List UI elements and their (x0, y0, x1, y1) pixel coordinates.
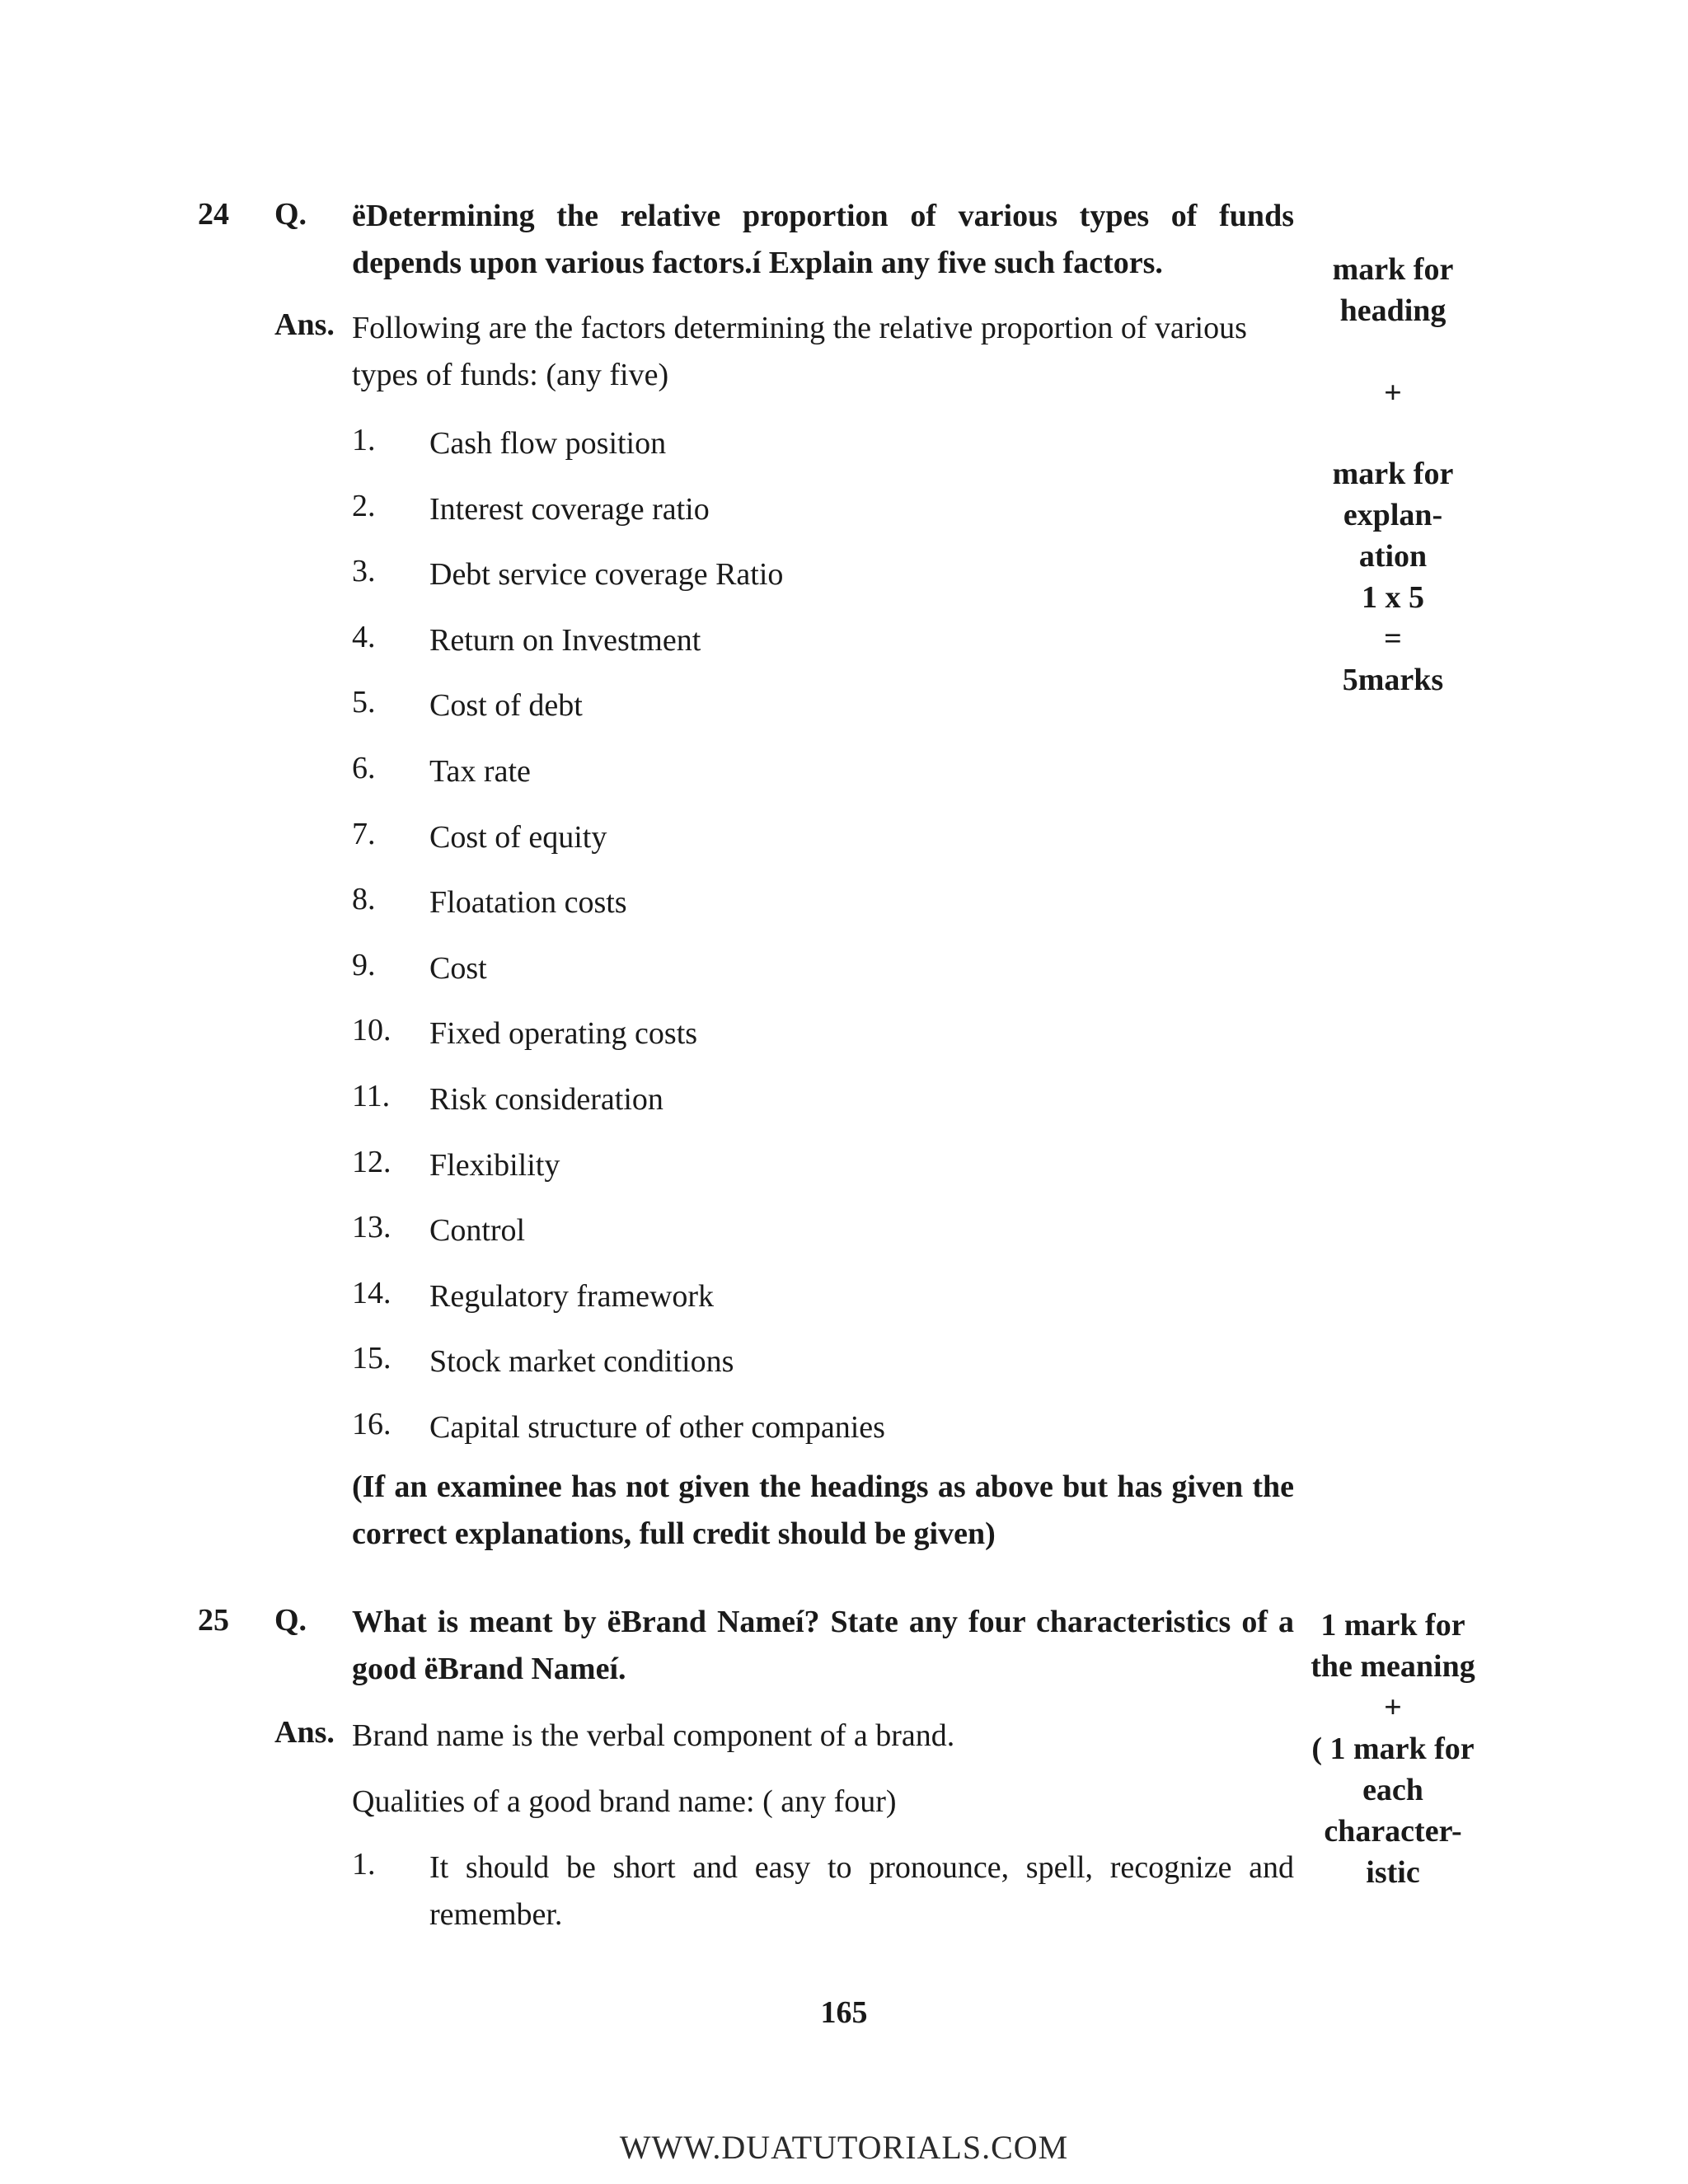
q24-ans-label: Ans. (274, 307, 335, 342)
factor-text: Debt service coverage Ratio (429, 557, 784, 592)
q25-answer-line2: Qualities of a good brand name: ( any four) (352, 1784, 897, 1819)
factor-number: 8. (352, 882, 376, 916)
factor-text: Cost (429, 951, 487, 986)
factor-text: Return on Investment (429, 623, 701, 658)
factor-number: 13. (352, 1210, 392, 1244)
marks-line: character- (1324, 1814, 1462, 1849)
marks-line: istic (1366, 1855, 1420, 1890)
marks-line: 5marks (1342, 663, 1444, 697)
page-number: 165 (820, 1995, 868, 2030)
factor-text: Interest coverage ratio (429, 492, 710, 527)
q25-ans-label: Ans. (274, 1715, 335, 1750)
factor-number: 4. (352, 620, 376, 654)
marks-line: + (1384, 376, 1402, 410)
factor-number: 14. (352, 1276, 392, 1310)
factor-text: Fixed operating costs (429, 1016, 698, 1051)
factor-text: Risk consideration (429, 1082, 663, 1117)
factor-number: 7. (352, 817, 376, 851)
marks-line: ation (1358, 539, 1428, 574)
factor-number: 15. (352, 1341, 392, 1376)
marks-line: each (1362, 1773, 1423, 1807)
factor-text: Cost of debt (429, 688, 583, 723)
factor-number: 12. (352, 1145, 392, 1179)
factor-number: 2. (352, 489, 376, 523)
marks-line: 1 x 5 (1362, 580, 1424, 615)
factor-text: Flexibility (429, 1148, 560, 1183)
q25-q-label: Q. (274, 1603, 307, 1638)
marks-line: heading (1339, 293, 1447, 328)
factor-number: 6. (352, 751, 376, 785)
q24-credit-note: (If an examinee has not given the headings as above but has given the correct explanations, full credit should be given) (352, 1469, 1294, 1551)
q24-q-label: Q. (274, 197, 307, 232)
q25-item-number: 1. (352, 1847, 376, 1882)
factor-text: Cash flow position (429, 426, 667, 461)
factor-text: Capital structure of other companies (429, 1410, 885, 1445)
factor-text: Floatation costs (429, 885, 627, 920)
q25-answer-line1: Brand name is the verbal component of a brand. (352, 1718, 955, 1753)
q25-question-text: What is meant by ëBrand Nameí? State any four characteristics of a good ëBrand Nameí. (352, 1605, 1294, 1686)
question-number-25: 25 (198, 1603, 229, 1638)
factor-number: 9. (352, 948, 376, 982)
marks-line: mark for (1332, 457, 1454, 491)
q24-answer-intro: Following are the factors determining the relative proportion of various types of funds: (any five) (352, 311, 1247, 392)
marks-line: explan- (1343, 498, 1443, 532)
website-footer: WWW.DUATUTORIALS.COM (619, 2129, 1069, 2166)
q25-marking-scheme (1294, 1605, 1492, 1893)
marks-line: + (1384, 1690, 1402, 1725)
q24-marking-scheme (1294, 249, 1492, 701)
marks-line: = (1384, 621, 1402, 656)
factor-text: Cost of equity (429, 820, 607, 855)
q25-item-text: It should be short and easy to pronounce, spell, recognize and remember. (429, 1850, 1294, 1932)
factor-number: 3. (352, 554, 376, 588)
factor-text: Stock market conditions (429, 1344, 734, 1379)
factor-text: Control (429, 1213, 526, 1248)
factor-number: 11. (352, 1079, 391, 1113)
factor-text: Regulatory framework (429, 1279, 715, 1314)
question-number-24: 24 (198, 197, 229, 232)
factor-number: 16. (352, 1407, 392, 1441)
marks-line: 1 mark for (1320, 1608, 1465, 1643)
factor-number: 1. (352, 423, 376, 457)
marks-line: the meaning (1311, 1649, 1475, 1684)
factor-number: 10. (352, 1013, 392, 1047)
factor-number: 5. (352, 685, 376, 719)
marks-line: ( 1 mark for (1311, 1732, 1475, 1766)
q24-question-text: ëDetermining the relative proportion of various types of funds depends upon various factors.í Explain any five such factors. (352, 199, 1294, 280)
factor-text: Tax rate (429, 754, 531, 789)
marks-line: mark for (1332, 252, 1454, 287)
